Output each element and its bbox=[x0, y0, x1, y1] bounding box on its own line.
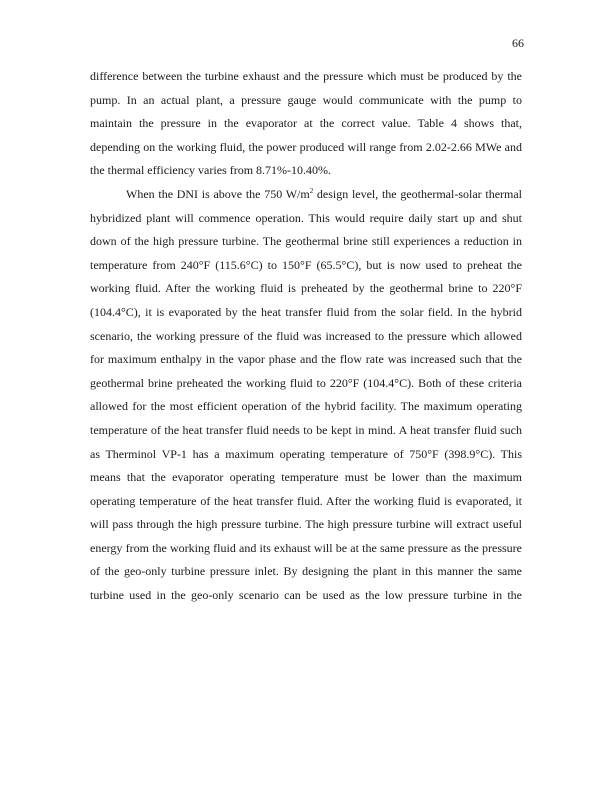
text-line: temperature of the heat transfer fluid needs to be kept in mind. A heat transfer fluid such bbox=[90, 422, 522, 437]
paragraph-1 bbox=[90, 65, 522, 183]
text-line: difference between the turbine exhaust and the pressure which must be produced by the bbox=[90, 69, 522, 83]
text-line: energy from the working fluid and its exhaust will be at the same pressure as the pressure bbox=[90, 540, 522, 555]
text-line: geothermal brine preheated the working fluid to 220°F (104.4°C). Both of these criteria bbox=[90, 375, 522, 390]
body-text bbox=[90, 65, 522, 608]
text-line: operating temperature of the heat transfer fluid. After the working fluid is evaporated, it bbox=[90, 493, 522, 508]
text-line: for maximum enthalpy in the vapor phase and the flow rate was increased such that the bbox=[90, 352, 522, 367]
text-line: pump. In an actual plant, a pressure gauge would communicate with the pump to bbox=[90, 92, 522, 107]
text-line: maintain the pressure in the evaporator at the correct value. Table 4 shows that, bbox=[90, 116, 522, 131]
page-number: 66 bbox=[512, 36, 524, 50]
text-line: temperature from 240°F (115.6°C) to 150°F (65.5°C), but is now used to preheat the bbox=[90, 257, 522, 272]
text-line: scenario, the working pressure of the fluid was increased to the pressure which allowed bbox=[90, 328, 522, 343]
text-line: will pass through the high pressure turbine. The high pressure turbine will extract useful bbox=[90, 517, 522, 532]
text-line: depending on the working fluid, the power produced will range from 2.02-2.66 MWe and bbox=[90, 139, 522, 154]
text-fragment: design level, the geothermal-solar thermal bbox=[313, 186, 523, 201]
paragraph-2 bbox=[90, 183, 522, 608]
superscript: 2 bbox=[309, 186, 314, 195]
text-line: down of the high pressure turbine. The geothermal brine still experiences a reduction in bbox=[90, 234, 522, 249]
text-line: as Therminol VP-1 has a maximum operating temperature of 750°F (398.9°C). This bbox=[90, 446, 522, 461]
text-line: the thermal efficiency varies from 8.71%-10.40%. bbox=[90, 163, 332, 178]
text-line-first bbox=[90, 183, 522, 207]
text-line: (104.4°C), it is evaporated by the heat transfer fluid from the solar field. In the hybrid bbox=[90, 304, 522, 319]
text-line: turbine used in the geo-only scenario can be used as the low pressure turbine in the bbox=[90, 588, 522, 603]
text-fragment: When the DNI is above the 750 W/m bbox=[126, 186, 310, 201]
text-line: working fluid. After the working fluid is preheated by the geothermal brine to 220°F bbox=[90, 281, 522, 296]
text-line: means that the evaporator operating temperature must be lower than the maximum bbox=[90, 470, 522, 485]
text-line: of the geo-only turbine pressure inlet. By designing the plant in this manner the same bbox=[90, 564, 522, 579]
text-line: hybridized plant will commence operation. This would require daily start up and shut bbox=[90, 210, 522, 225]
text-line: allowed for the most efficient operation of the hybrid facility. The maximum operating bbox=[90, 399, 522, 414]
